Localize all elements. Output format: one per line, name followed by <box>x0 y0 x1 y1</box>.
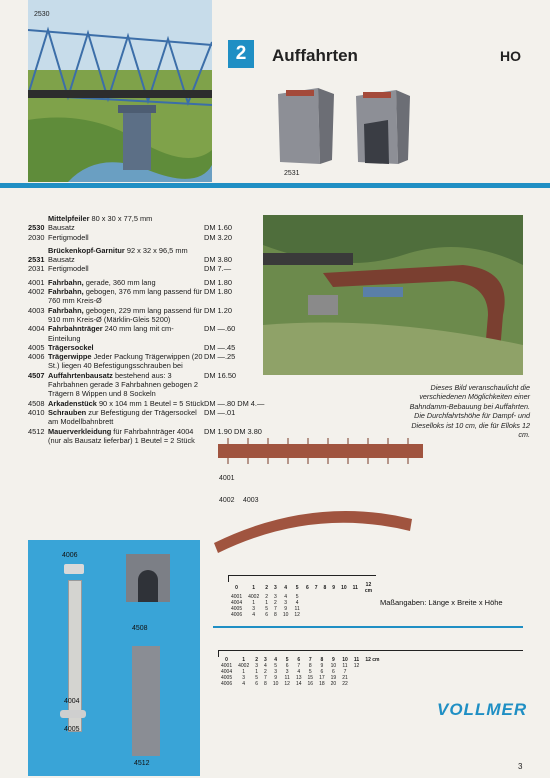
ruler-large <box>218 650 523 687</box>
ruler-cell: 1 <box>255 669 259 675</box>
product-price: DM 3.20 <box>204 232 232 242</box>
photo-caption: Dieses Bild veranschaulicht die verschiedenen Möglichkeiten einer Bahndamm-Bebauung bei Auffahrten. Die Durchfahrtshöhe für Dampf- und Dieselloks ist 10 cm, die für Elloks 12 cm. <box>409 383 530 440</box>
ruler-cell: 15 <box>307 675 314 681</box>
ruler-cell: 2 <box>265 594 269 600</box>
ruler-cell: 18 <box>319 681 325 687</box>
ruler-tick: 11 <box>352 585 358 591</box>
ruler-cell: 1 <box>265 600 269 606</box>
straight-track <box>218 436 428 466</box>
ruler-tick: 8 <box>320 657 324 663</box>
arkade-image <box>126 554 170 602</box>
product-price: DM 1.80 <box>204 277 232 287</box>
ruler-tick: 5 <box>295 585 299 591</box>
ruler-cell: 5 <box>308 669 312 675</box>
ruler-tick: 7 <box>308 657 312 663</box>
product-entry <box>28 246 236 255</box>
ruler-cell: 8 <box>308 663 312 669</box>
ruler-cell: 4006 <box>221 681 233 687</box>
ruler-tick: 6 <box>297 657 301 663</box>
ruler-tick: 0 <box>235 585 238 591</box>
product-description: Bausatz <box>48 223 75 233</box>
scale-label: HO <box>500 48 521 64</box>
sockel-image <box>60 710 86 718</box>
product-description: Fahrbahn, gerade, 360 mm lang <box>48 277 156 287</box>
ruler-cell: 4002 <box>248 594 260 600</box>
ruler-cell: 3 <box>284 600 287 606</box>
product-description: Trägersockel <box>48 342 94 352</box>
label-4508: 4508 <box>132 625 148 632</box>
product-description: Schrauben zur Befestigung der Trägersockel am Modellbahnbrett <box>48 407 197 427</box>
product-entry <box>28 398 265 408</box>
ruler-small-table <box>228 582 376 618</box>
product-entry <box>28 324 236 343</box>
ruler-cell: 7 <box>343 669 347 675</box>
product-price: DM 1.20 <box>204 305 232 315</box>
product-price <box>204 214 236 223</box>
ruler-cell: 10 <box>272 681 279 687</box>
product-entry <box>28 371 236 399</box>
ruler-tick: 2 <box>265 585 269 591</box>
product-entry <box>28 255 236 264</box>
ruler-cell: 11 <box>284 675 290 681</box>
ruler-cell: 9 <box>320 663 324 669</box>
ruler-cell: 6 <box>332 669 335 675</box>
ruler-cell: 3 <box>274 669 277 675</box>
product-price <box>204 246 236 255</box>
ruler-cell: 7 <box>297 663 301 669</box>
product-code: 2031 <box>28 264 45 274</box>
ruler-cell: 4005 <box>231 606 243 612</box>
track-label-4001: 4001 <box>219 475 235 482</box>
measure-label: Maßangaben: Länge x Breite x Höhe <box>380 598 503 607</box>
ruler-cell: 4 <box>284 594 287 600</box>
ruler-cell: 4004 <box>231 600 243 606</box>
product-price: DM 3.80 <box>204 255 232 265</box>
ruler-tick: 6 <box>305 585 309 591</box>
ruler-cell: 6 <box>285 663 289 669</box>
ruler-cell: 4 <box>297 669 301 675</box>
abutment-image <box>268 84 413 166</box>
ruler-cell: 7 <box>264 675 267 681</box>
parts-panel <box>28 540 200 776</box>
product-description: Bausatz <box>48 255 75 265</box>
ruler-cell: 4005 <box>221 675 233 681</box>
product-description: Auffahrtenbausatz bestehend aus: 3 Fahrbahnen gerade 3 Fahrbahnen gebogen 2 Trägern 8 Wippen und 8 Sockeln <box>48 370 198 399</box>
track-label-4003: 4003 <box>243 497 259 504</box>
ruler-cell: 17 <box>319 675 325 681</box>
ruler-tick: 5 <box>285 657 289 663</box>
product-code: 4004 <box>28 324 45 334</box>
product-entry <box>28 352 236 371</box>
ruler-cell: 3 <box>274 594 277 600</box>
ruler-tick: 9 <box>332 657 335 663</box>
ruler-cell: 3 <box>255 663 259 669</box>
ruler-cell: 4001 <box>221 663 233 669</box>
ruler-cell: 3 <box>242 675 246 681</box>
ruler-cell: 13 <box>295 675 302 681</box>
ruler-cell: 4004 <box>221 669 233 675</box>
ruler-cell: 1 <box>252 600 256 606</box>
ruler-large-table <box>218 657 383 687</box>
product-entry <box>28 426 262 446</box>
ruler-tick: 7 <box>314 585 318 591</box>
section-divider <box>213 626 523 628</box>
ruler-cell: 4 <box>252 612 256 618</box>
product-price: DM 1.90 DM 3.80 <box>204 426 262 436</box>
ruler-cell: 12 <box>353 663 360 669</box>
abutment-label: 2531 <box>284 170 300 177</box>
ruler-cell: 6 <box>265 612 269 618</box>
hero-label: 2530 <box>34 11 50 18</box>
bridge-photo <box>28 0 212 182</box>
product-description: Fahrbahnträger 240 mm lang mit cm-Einteilung <box>48 324 174 343</box>
product-code: 2531 <box>28 255 45 265</box>
product-price: DM —.60 <box>204 324 236 334</box>
ruler-cell: 4006 <box>231 612 243 618</box>
product-code: 2030 <box>28 232 45 242</box>
ruler-cell: 21 <box>342 675 348 681</box>
ruler-cell: 5 <box>274 663 277 669</box>
ruler-tick: 0 <box>225 657 228 663</box>
product-description: Brückenkopf-Garnitur 92 x 32 x 96,5 mm <box>48 245 188 255</box>
ruler-small <box>228 575 376 618</box>
ruler-cell: 5 <box>265 606 269 612</box>
ruler-cell: 10 <box>330 663 337 669</box>
ruler-cell: 14 <box>295 681 302 687</box>
product-code <box>28 246 48 255</box>
ruler-tick: 3 <box>264 657 267 663</box>
product-entry <box>28 343 236 352</box>
product-price: DM 1.60 <box>204 223 232 233</box>
curved-track <box>212 505 417 555</box>
ruler-cell: 12 <box>294 612 300 618</box>
ruler-cell: 8 <box>264 681 267 687</box>
product-description: Mittelpfeiler 80 x 30 x 77,5 mm <box>48 214 153 223</box>
ruler-tick: 3 <box>274 585 277 591</box>
product-list <box>28 214 265 445</box>
product-price: DM —.80 DM 4.— <box>204 398 265 408</box>
ruler-cell: 2 <box>264 669 267 675</box>
chapter-number: 2 <box>228 40 254 68</box>
label-4512: 4512 <box>134 760 150 767</box>
ruler-cell: 2 <box>274 600 277 606</box>
product-price: DM —.25 <box>204 352 236 362</box>
ruler-tick: 9 <box>332 585 336 591</box>
product-entry <box>28 306 236 325</box>
product-code: 4010 <box>28 407 45 417</box>
product-code: 4507 <box>28 370 45 380</box>
product-entry <box>28 214 236 223</box>
ruler-cell: 1 <box>242 669 246 675</box>
product-description: Fertigmodell <box>48 232 89 242</box>
ruler-cell: 12 <box>284 681 290 687</box>
ruler-tick: 1 <box>242 657 246 663</box>
product-code: 4508 <box>28 398 45 408</box>
product-code: 4512 <box>28 426 45 436</box>
ruler-tick: 2 <box>255 657 259 663</box>
product-description: Arkadenstück 90 x 104 mm 1 Beutel = 5 Stück <box>48 398 204 408</box>
ruler-cell: 9 <box>274 675 277 681</box>
header-divider <box>0 183 550 188</box>
product-description: Fahrbahn, gebogen, 229 mm lang passend für 910 mm Kreis-Ø (Märklin-Gleis 5200) <box>48 305 203 324</box>
ruler-tick: 8 <box>323 585 327 591</box>
ruler-tick: 4 <box>274 657 277 663</box>
ruler-tick: 1 <box>252 585 256 591</box>
product-price: DM —.01 <box>204 407 236 417</box>
ruler-cell: 11 <box>342 663 348 669</box>
ruler-cell: 9 <box>284 606 287 612</box>
product-code: 4005 <box>28 342 45 352</box>
product-code: 4002 <box>28 287 45 297</box>
ruler-cell: 5 <box>255 675 259 681</box>
product-description: Fertigmodell <box>48 264 89 274</box>
ruler-tick: 10 <box>341 585 347 591</box>
mauer-image <box>132 646 160 756</box>
product-code: 2530 <box>28 223 45 233</box>
product-price: DM —.45 <box>204 342 236 352</box>
ruler-tick: 12 cm <box>364 582 373 594</box>
ruler-cell: 6 <box>320 669 324 675</box>
track-label-4002: 4002 <box>219 497 235 504</box>
label-4006: 4006 <box>62 552 78 559</box>
label-4005: 4005 <box>64 726 80 733</box>
product-price: DM 7.— <box>204 264 232 274</box>
ruler-cell: 4 <box>295 600 299 606</box>
product-price: DM 16.50 <box>204 370 237 380</box>
ruler-cell: 6 <box>255 681 259 687</box>
ruler-tick: 12 cm <box>365 657 380 663</box>
ruler-cell: 10 <box>282 612 289 618</box>
product-price: DM 1.80 <box>204 287 232 297</box>
product-description: Trägerwippe Jeder Packung Trägerwippen (20 St.) liegen 40 Befestigungsschrauben bei <box>48 352 203 371</box>
brand-logo: VOLLMER <box>437 700 528 719</box>
ruler-tick: 10 <box>342 657 348 663</box>
page-number: 3 <box>518 762 523 771</box>
product-entry <box>28 233 236 242</box>
label-4004: 4004 <box>64 698 80 705</box>
ruler-cell: 4002 <box>238 663 250 669</box>
ruler-cell: 3 <box>252 606 256 612</box>
ruler-cell: 22 <box>342 681 348 687</box>
chapter-title: Auffahrten <box>272 46 358 65</box>
ruler-cell: 4001 <box>231 594 243 600</box>
product-description: Fahrbahn, gebogen, 376 mm lang passend für 760 mm Kreis-Ø <box>48 287 203 306</box>
product-entry <box>28 223 236 232</box>
ruler-cell: 7 <box>274 606 277 612</box>
product-code: 4003 <box>28 305 45 315</box>
ruler-cell: 3 <box>285 669 289 675</box>
ruler-cell: 11 <box>294 606 300 612</box>
ruler-tick: 4 <box>284 585 287 591</box>
ruler-cell: 4 <box>264 663 267 669</box>
ruler-cell: 8 <box>274 612 277 618</box>
product-code: 4006 <box>28 352 45 362</box>
product-code: 4001 <box>28 277 45 287</box>
product-code <box>28 214 48 223</box>
ruler-cell: 19 <box>330 675 337 681</box>
ruler-cell: 20 <box>330 681 337 687</box>
product-entry <box>28 408 236 427</box>
layout-photo <box>263 215 523 375</box>
product-description: Mauerverkleidung für Fahrbahnträger 4004 (nur als Bausatz lieferbar) 1 Beutel = 2 Stück <box>48 426 195 445</box>
ruler-cell: 4 <box>242 681 246 687</box>
product-entry <box>28 264 236 273</box>
ruler-cell: 16 <box>307 681 314 687</box>
product-entry <box>28 287 236 306</box>
ruler-cell: 5 <box>295 594 299 600</box>
product-entry <box>28 278 236 287</box>
ruler-tick: 11 <box>353 657 360 663</box>
wippe-image <box>64 564 84 574</box>
